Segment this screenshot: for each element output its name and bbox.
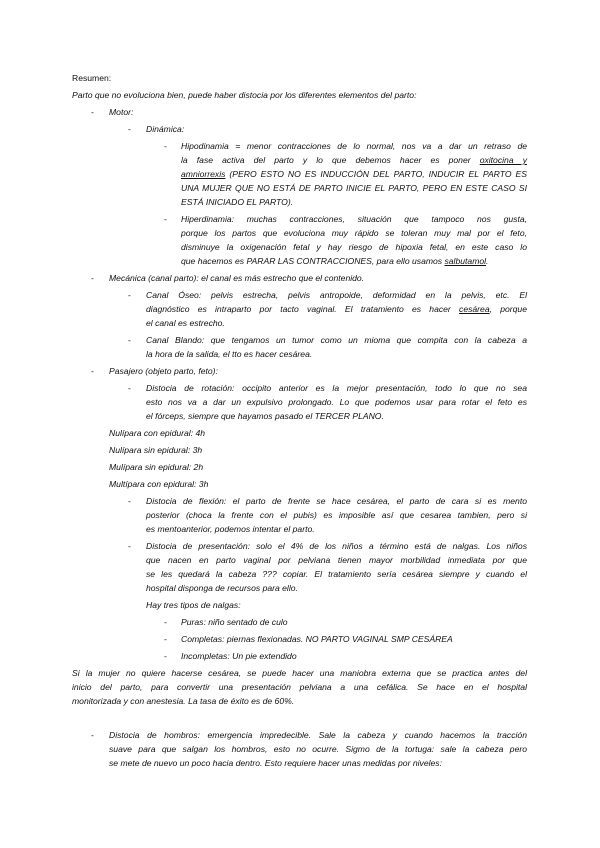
- presentacion-line-2: que nacen en parto vaginal por pelviana tienen mayor morbilidad inmediata por que: [146, 555, 527, 565]
- time-entry: Nulípara con epidural: 4h: [109, 428, 206, 438]
- canal-blando-line-2: la hora de la salida, el tto es hacer cesárea.: [146, 349, 313, 359]
- text-span: diagnóstico es intraparto por tacto vaginal. El tratamiento es hacer: [146, 304, 460, 314]
- bullet-dash: -: [128, 541, 131, 551]
- underlined-term: cesárea: [459, 304, 490, 314]
- underlined-term: salbutamol: [444, 256, 487, 266]
- bullet-dash: -: [91, 366, 94, 376]
- hiperdinamia-line-1: Hiperdinamia: muchas contracciones, situación que tampoco nos gusta,: [181, 214, 527, 224]
- hipodinamia-line-3: [181, 168, 527, 180]
- flexion-line-1: Distocia de flexión: el parto de frente se hace cesárea, el parto de cara si es mento: [146, 496, 527, 506]
- canal-oseo-line-2: [146, 303, 527, 315]
- time-entry: Multípara con epidural: 3h: [109, 479, 209, 489]
- canal-oseo-line-1: Canal Óseo: pelvis estrecha, pelvis antropoide, deformidad en la pelvis, etc. El: [146, 290, 527, 300]
- hiperdinamia-line-3: disminuye la oxigenación fetal y hay riesgo de hipoxia fetal, en este caso lo: [181, 242, 527, 252]
- text-span: que hacemos es PARAR LAS CONTRACCIONES, para ello usamos: [181, 256, 445, 266]
- rotacion-line-3: el fórceps, siempre que hayamos pasado el TERCER PLANO.: [146, 411, 384, 421]
- text-span: , porque: [489, 304, 527, 314]
- bullet-dash: -: [164, 651, 167, 661]
- presentacion-line-1: Distocia de presentación: solo el 4% de los niños a término está de nalgas. Los niños: [146, 541, 527, 551]
- bullet-dash: -: [164, 141, 167, 151]
- underlined-term: oxitocina y: [479, 155, 527, 165]
- hipodinamia-line-4: UNA MUJER QUE NO ESTÁ DE PARTO INICIE EL PARTO, PERO EN ESTE CASO SI: [181, 183, 527, 193]
- bullet-dash: -: [164, 634, 167, 644]
- rotacion-line-2: esto nos va a dar un expulsivo prolongado. Lo que podemos usar para rotar el feto es: [146, 397, 527, 407]
- text-span: (PERO ESTO NO ES INDUCCIÓN DEL PARTO, INDUCIR EL PARTO ES: [225, 169, 527, 179]
- intro-text: Parto que no evoluciona bien, puede haber distocia por los diferentes elementos del parto:: [72, 90, 417, 100]
- bullet-dash: -: [91, 730, 94, 740]
- bullet-dash: -: [128, 290, 131, 300]
- maniobra-line-3: monitorizada y con anestesia. La tasa de éxito es de 60%.: [72, 696, 295, 706]
- bullet-dash: -: [91, 107, 94, 117]
- hombros-line-1: Distocia de hombros: emergencia impredecible. Sale la cabeza y cuando hacemos la tracción: [109, 730, 527, 740]
- flexion-line-3: es mentoanterior, podemos intentar el parto.: [146, 524, 315, 534]
- canal-blando-line-1: Canal Blando: que tengamos un tumor como un mioma que compita con la cabeza a: [146, 335, 527, 345]
- time-entry: Nulípara sin epidural: 3h: [109, 445, 203, 455]
- nalgas-type: Incompletas: Un pie extendido: [181, 651, 297, 661]
- summary-heading: Resumen:: [72, 73, 112, 83]
- dinamica-label: Dinámica:: [146, 124, 185, 134]
- bullet-dash: -: [164, 214, 167, 224]
- text-span: la fase activa del parto y lo que debemos hacer es poner: [181, 155, 480, 165]
- maniobra-line-1: Si la mujer no quiere hacerse cesárea, se puede hacer una maniobra externa que se practica antes del: [72, 668, 527, 678]
- bullet-dash: -: [128, 335, 131, 345]
- mecanica-label: Mecánica (canal parto): el canal es más estrecho que el contenido.: [109, 273, 365, 283]
- hiperdinamia-line-4: [181, 255, 488, 267]
- presentacion-line-5: Hay tres tipos de nalgas:: [146, 600, 241, 610]
- time-entry: Mulípara sin epidural: 2h: [109, 462, 204, 472]
- hipodinamia-line-1: Hipodinamia = menor contracciones de lo normal, nos va a dar un retraso de: [181, 141, 527, 151]
- nalgas-type: Puras: niño sentado de culo: [181, 617, 288, 627]
- maniobra-line-2: inicio del parto, para convertir una presentación pelviana a una cefálica. Se hace en el hospital: [72, 682, 527, 692]
- bullet-dash: -: [164, 617, 167, 627]
- bullet-dash: -: [128, 124, 131, 134]
- presentacion-line-3: se les quedará la cabeza ??? copiar. El tratamiento sería cesárea siempre y cuando el: [146, 569, 527, 579]
- nalgas-type: Completas: piernas flexionadas. NO PARTO VAGINAL SMP CESÁREA: [181, 634, 453, 644]
- motor-label: Motor:: [109, 107, 134, 117]
- bullet-dash: -: [128, 383, 131, 393]
- underlined-term: amniorrexis: [181, 169, 226, 179]
- pasajero-label: Pasajero (objeto parto, feto):: [109, 366, 218, 376]
- text-span: .: [486, 256, 489, 266]
- presentacion-line-4: hospital disponga de recursos para ello.: [146, 583, 298, 593]
- hombros-line-2: suave para que salgan los hombros, esto no ocurre. Sigmo de la tortuga: sale la cabeza pero: [109, 744, 527, 754]
- flexion-line-2: posterior (choca la frente con el pubis) es imposible así que cesarea tambien, pero si: [146, 510, 527, 520]
- hombros-line-3: se mete de nuevo un poco hacia dentro. Esto requiere hacer unas medidas por niveles:: [109, 758, 442, 768]
- bullet-dash: -: [91, 273, 94, 283]
- hipodinamia-line-2: [181, 154, 527, 166]
- canal-oseo-line-3: el canal es estrecho.: [146, 318, 225, 328]
- hiperdinamia-line-2: porque los partos que evoluciona muy rápido se toleran muy mal por el feto,: [181, 228, 527, 238]
- rotacion-line-1: Distocia de rotación: occipito anterior es la mejor presentación, todo lo que no sea: [146, 383, 527, 393]
- bullet-dash: -: [128, 496, 131, 506]
- hipodinamia-line-5: ESTÁ INICIADO EL PARTO).: [181, 197, 294, 207]
